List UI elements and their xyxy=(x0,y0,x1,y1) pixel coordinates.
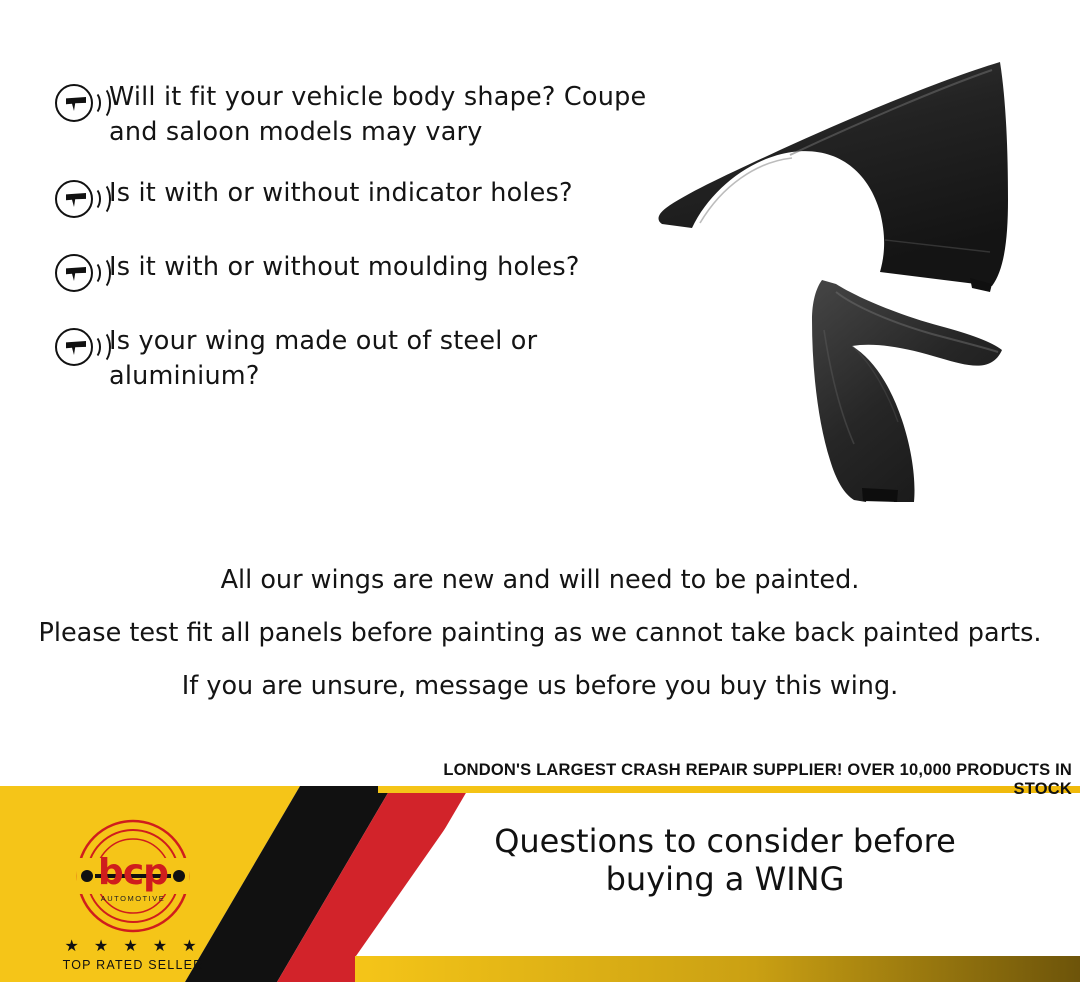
note-line: If you are unsure, message us before you buy this wing. xyxy=(181,671,899,701)
bcp-logo xyxy=(28,818,238,978)
wing-top-panel xyxy=(659,62,1008,292)
speaker-announce-icon xyxy=(55,84,109,128)
top-rated-seller-label: TOP RATED SELLER xyxy=(62,958,204,972)
wing-bottom-panel xyxy=(812,280,1002,502)
questions-list xyxy=(55,78,655,418)
logo-circle xyxy=(75,818,191,934)
question-text: Is your wing made out of steel or aluminium? xyxy=(109,326,538,391)
bottom-banner xyxy=(0,760,1080,982)
banner-title-line2: buying a WING xyxy=(605,860,845,898)
note-line: All our wings are new and will need to be painted. xyxy=(220,565,860,595)
question-item xyxy=(55,78,655,150)
banner-title-line1: Questions to consider before xyxy=(494,822,956,860)
rating-stars: ★ ★ ★ ★ ★ xyxy=(64,936,202,955)
notes-block xyxy=(0,565,1080,724)
question-item xyxy=(55,174,655,224)
banner-strapline: LONDON'S LARGEST CRASH REPAIR SUPPLIER! OVER 10,000 PRODUCTS IN STOCK xyxy=(443,761,1072,798)
banner-title xyxy=(390,822,1060,898)
speaker-announce-icon xyxy=(55,180,109,224)
wing-images-svg xyxy=(640,40,1060,510)
speaker-announce-icon xyxy=(55,328,109,372)
question-item xyxy=(55,248,655,298)
note-line: Please test fit all panels before painting as we cannot take back painted parts. xyxy=(38,618,1042,648)
question-text: Is it with or without moulding holes? xyxy=(109,252,580,282)
logo-subtitle: AUTOMOTIVE xyxy=(100,894,166,903)
question-text: Is it with or without indicator holes? xyxy=(109,178,573,208)
wing-images xyxy=(640,40,1060,510)
logo-wordmark: bcp xyxy=(98,852,168,893)
speaker-announce-icon xyxy=(55,254,109,298)
question-text: Will it fit your vehicle body shape? Coupe and saloon models may vary xyxy=(109,82,647,147)
question-item xyxy=(55,322,655,394)
